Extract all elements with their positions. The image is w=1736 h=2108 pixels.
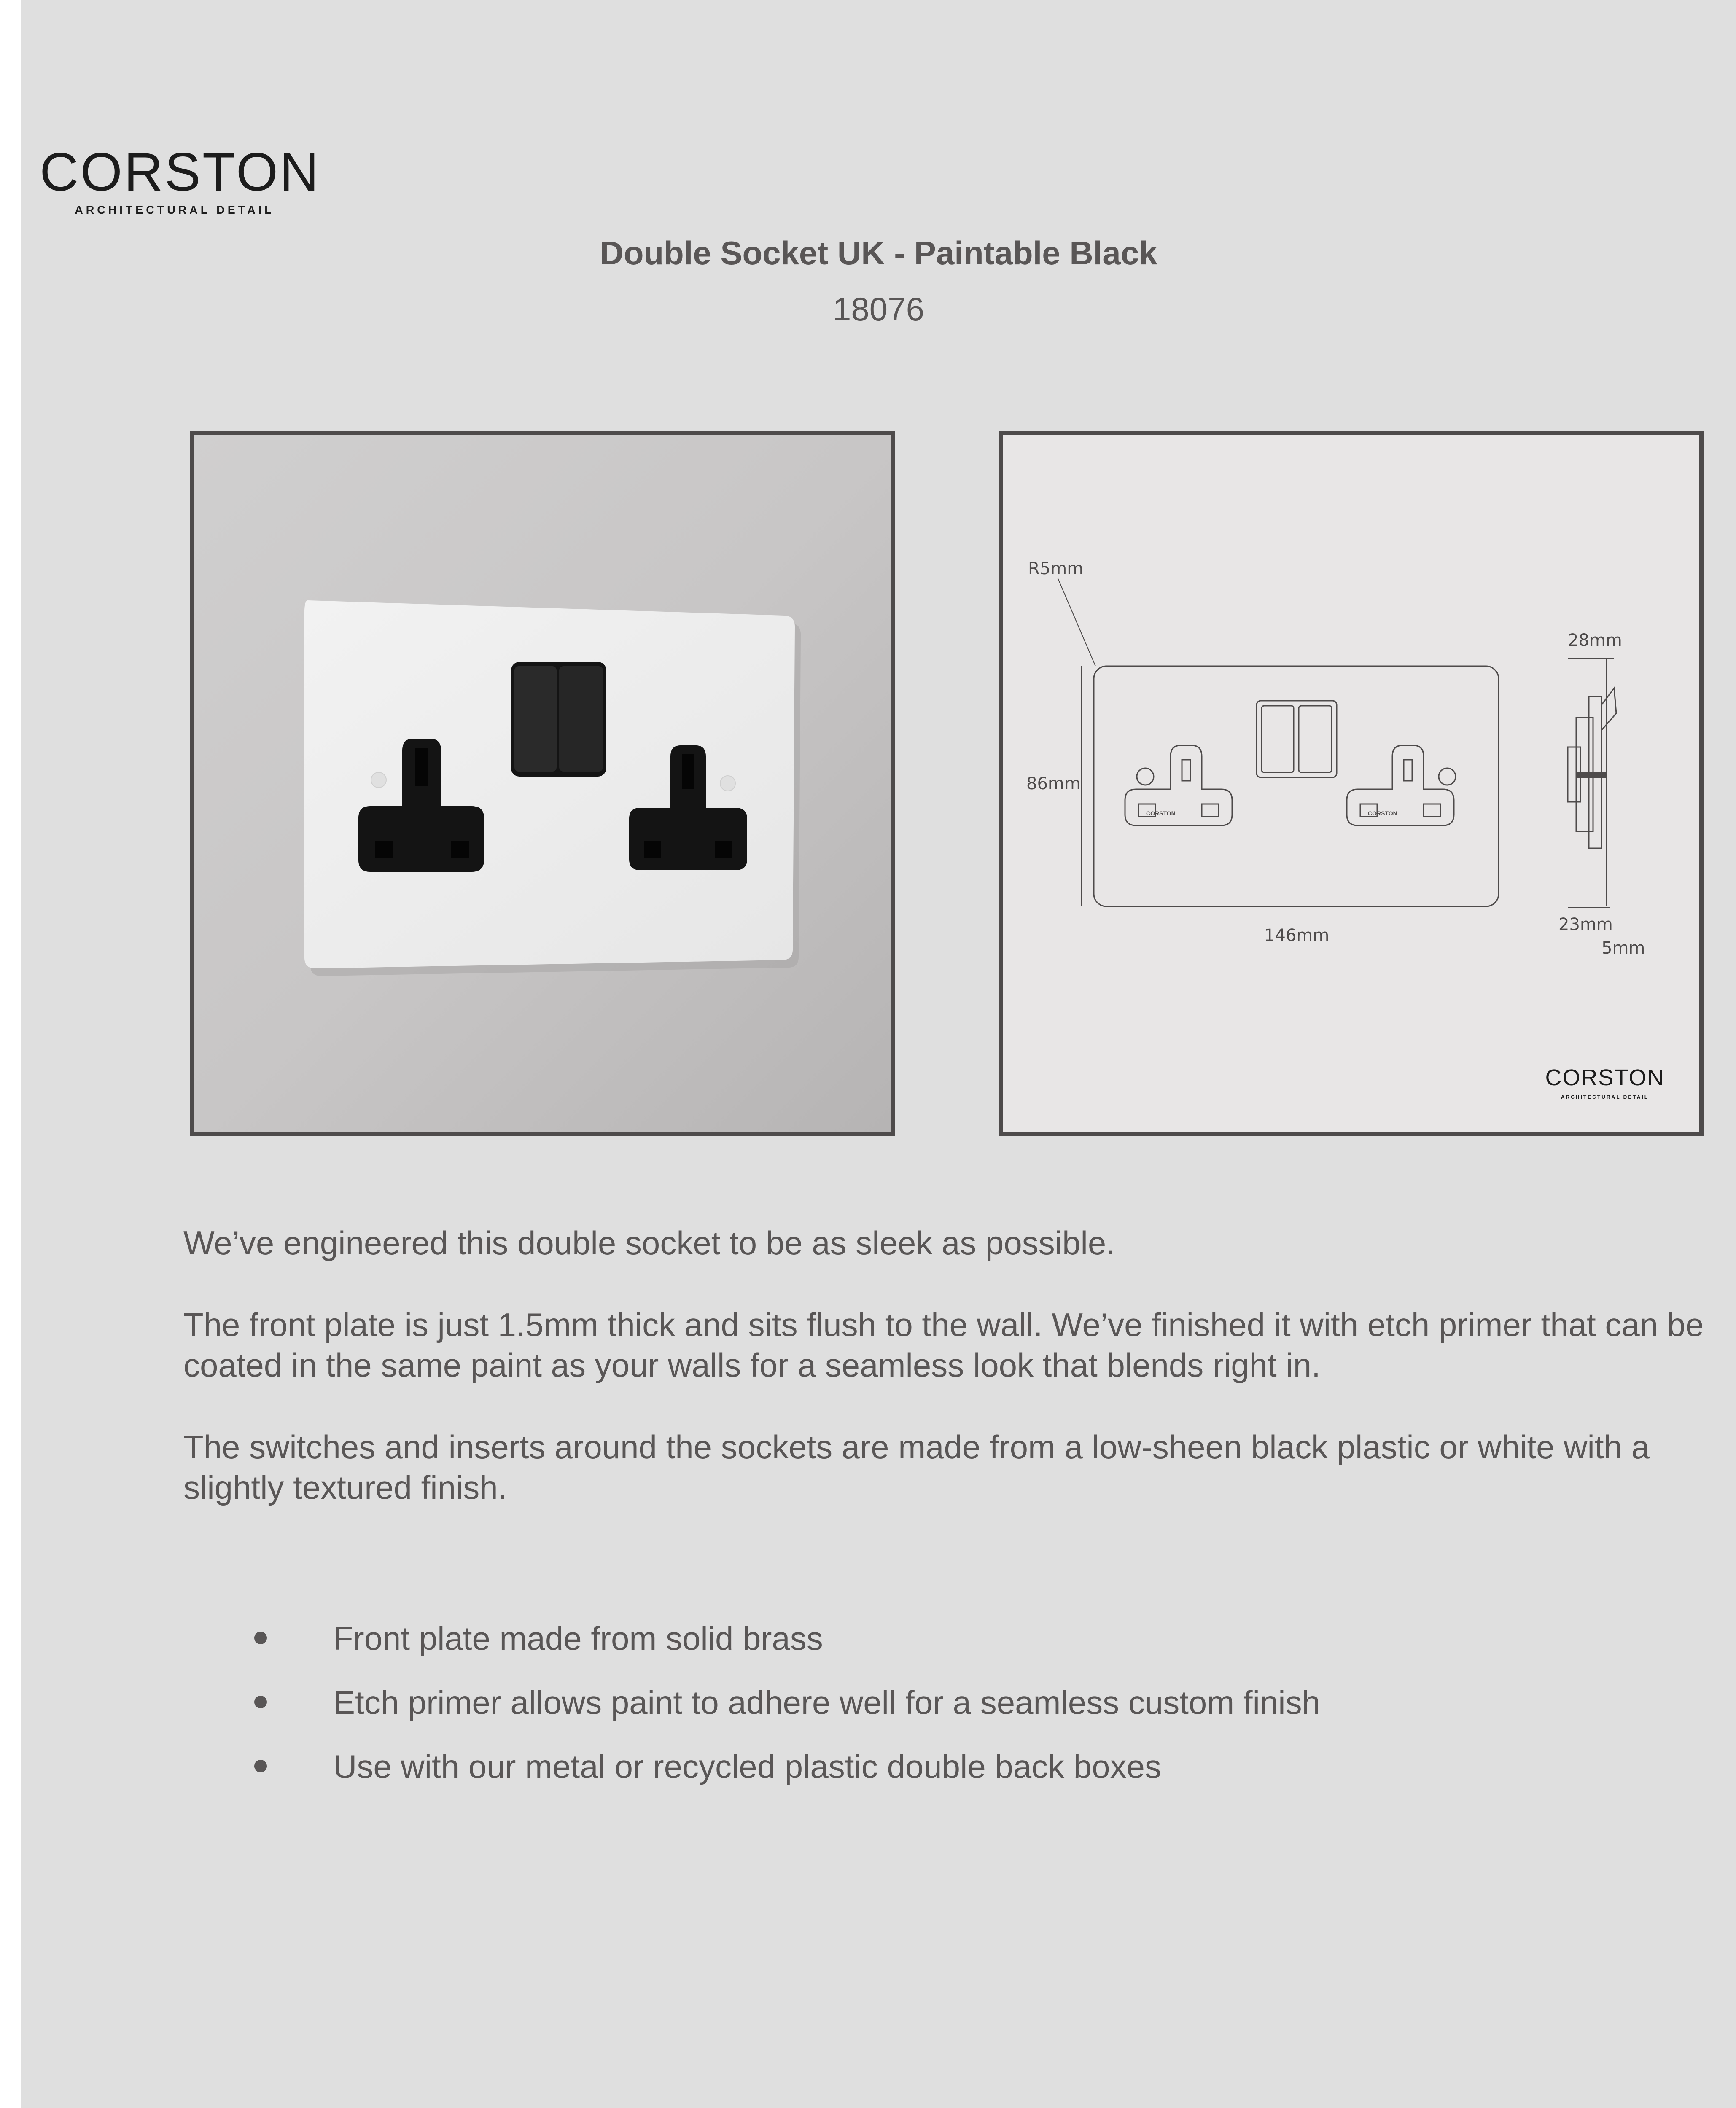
logo-wordmark: CORSTON (40, 142, 320, 202)
bullet-icon (254, 1696, 267, 1708)
dim-radius: R5mm (1028, 559, 1084, 578)
product-title: Double Socket UK - Paintable Black (600, 234, 1157, 272)
dim-depth-top: 28mm (1568, 631, 1622, 650)
product-description (183, 1223, 1718, 1549)
description-paragraph: The switches and inserts around the sockets are made from a low-sheen black plastic or white with a slightly textured finish. (183, 1428, 1650, 1506)
feature-item (183, 1618, 1659, 1682)
rocker-switch (511, 662, 606, 777)
plate-outline (1094, 666, 1499, 906)
corston-logo (40, 142, 320, 217)
socket-photo-illustration (194, 435, 891, 1132)
socket-brand-left: CORSTON (1146, 810, 1176, 817)
dim-height: 86mm (1026, 774, 1081, 793)
socket-brand-right: CORSTON (1368, 810, 1397, 817)
spec-sheet-page (21, 0, 1736, 2108)
feature-text: Front plate made from solid brass (333, 1620, 823, 1657)
dim-depth-bottom: 23mm (1558, 915, 1613, 934)
bullet-icon (254, 1760, 267, 1772)
product-code: 18076 (833, 290, 924, 328)
feature-item (183, 1682, 1659, 1746)
dim-plate: 5mm (1601, 938, 1645, 958)
drawing-logo-word: CORSTON (1545, 1065, 1665, 1090)
description-paragraph: The front plate is just 1.5mm thick and sits flush to the wall. We’ve finished it with etch primer that can be coated in the same paint as your walls for a seamless look that blends right in. (183, 1306, 1704, 1384)
feature-item (183, 1746, 1659, 1810)
bullet-icon (254, 1632, 267, 1644)
feature-list (183, 1618, 1659, 1810)
technical-drawing (999, 431, 1704, 1136)
description-paragraph: We’ve engineered this double socket to be as sleek as possible. (183, 1224, 1115, 1261)
drawing-logo-tagline: ARCHITECTURAL DETAIL (1561, 1094, 1649, 1100)
feature-text: Etch primer allows paint to adhere well for a seamless custom finish (333, 1684, 1320, 1721)
product-photo (190, 431, 895, 1136)
feature-text: Use with our metal or recycled plastic double back boxes (333, 1748, 1161, 1785)
logo-tagline: ARCHITECTURAL DETAIL (75, 204, 275, 216)
dim-width: 146mm (1264, 926, 1330, 945)
